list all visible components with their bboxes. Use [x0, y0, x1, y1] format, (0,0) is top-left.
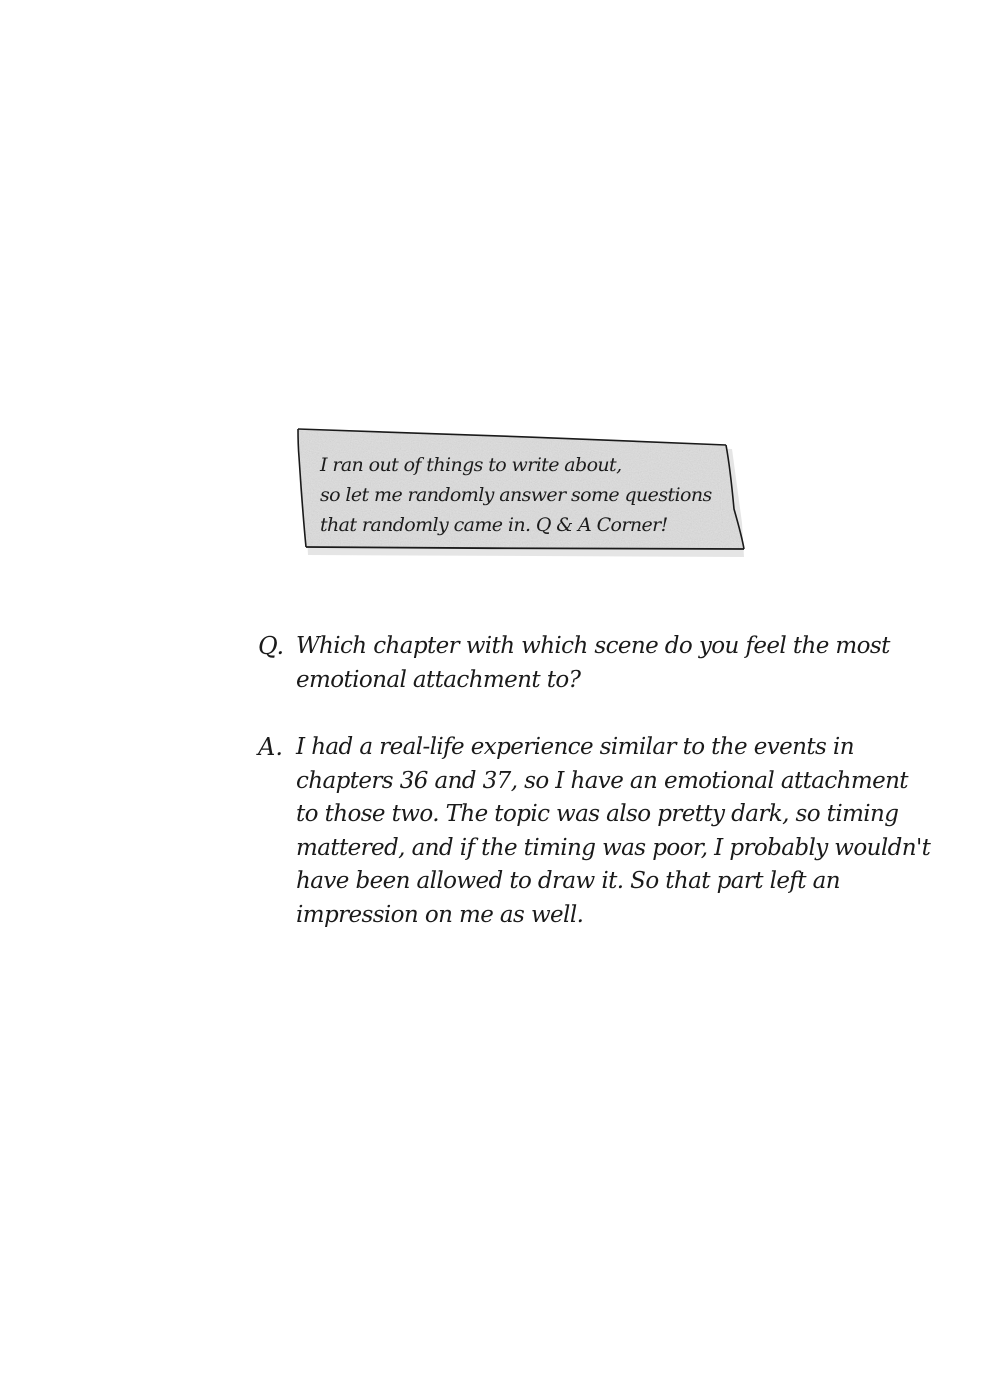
answer-line: chapters 36 and 37, so I have an emotional attachment — [296, 767, 908, 794]
note-line: so let me randomly answer some questions — [320, 484, 712, 506]
question-block — [258, 630, 898, 697]
note-box — [296, 427, 744, 551]
question-marker: Q. — [258, 632, 285, 660]
answer-line: to those two. The topic was also pretty dark, so timing — [296, 801, 899, 827]
answer-marker: A. — [258, 733, 283, 761]
answer-block — [258, 731, 931, 932]
question-text — [296, 630, 898, 697]
note-line: that randomly came in. Q & A Corner! — [320, 514, 668, 536]
answer-line: I had a real-life experience similar to the events in — [296, 734, 854, 760]
question-line: Which chapter with which scene do you feel the most — [296, 633, 890, 659]
note-line: I ran out of things to write about, — [320, 454, 622, 476]
answer-line: have been allowed to draw it. So that part left an — [296, 868, 840, 894]
note-text — [320, 450, 712, 540]
question-line: emotional attachment to? — [296, 666, 581, 693]
answer-line: mattered, and if the timing was poor, I probably wouldn't — [296, 834, 931, 861]
answer-text — [296, 731, 931, 932]
answer-line: impression on me as well. — [296, 901, 584, 928]
